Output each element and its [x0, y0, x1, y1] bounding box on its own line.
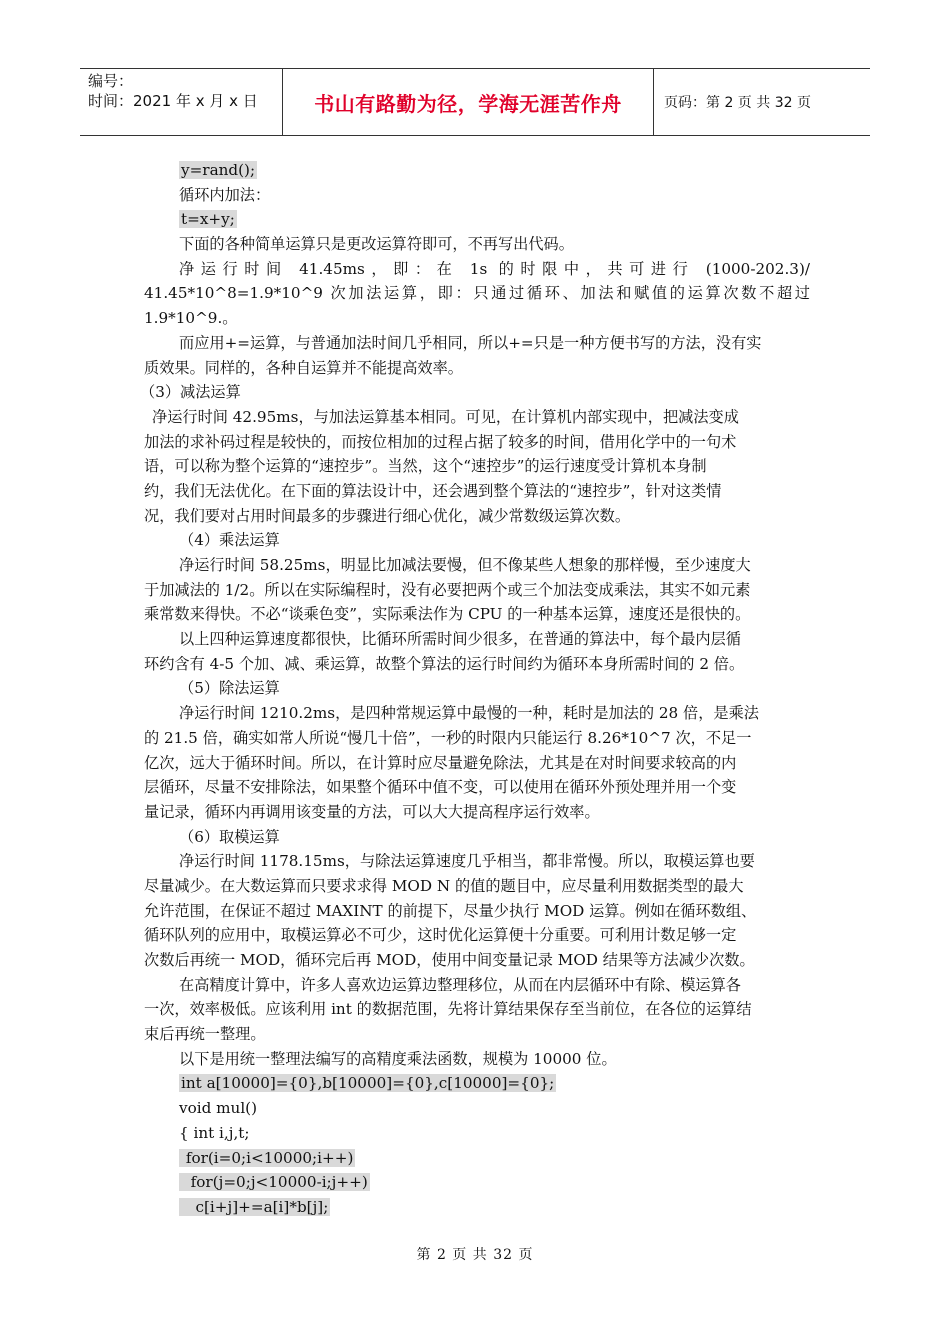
header-meta — [80, 69, 282, 135]
code-line: y=rand(); — [181, 161, 256, 179]
code-line: { int i,j,t; — [179, 1123, 250, 1142]
section-heading: （5）除法运算 — [179, 679, 280, 698]
text-line: 而应用+=运算，与普通加法时间几乎相同，所以+=只是一种方便书写的方法，没有实 — [179, 333, 762, 352]
section-heading: （3）减法运算 — [140, 383, 241, 402]
text-line: 乘常数来得快。不必“谈乘色变”，实际乘法作为 CPU 的一种基本运算，速度还是很快的。 — [144, 605, 751, 624]
text-line: 允许范围，在保证不超过 MAXINT 的前提下，尽量少执行 MOD 运算。例如在循环数组、 — [144, 901, 757, 920]
header-id-label: 编号： — [88, 72, 134, 90]
text-line: 加法的求补码过程是较快的，而按位相加的过程占据了较多的时间，借用化学中的一句术 — [144, 432, 737, 451]
text-line: 约，我们无法优化。在下面的算法设计中，还会遇到整个算法的“速控步”，针对这类情 — [144, 481, 722, 500]
text-line: 尽量减少。在大数运算而只要求求得 MOD N 的值的题目中，应尽量利用数据类型的最大 — [144, 876, 744, 895]
text-line: 以下是用统一整理法编写的高精度乘法函数，规模为 10000 位。 — [179, 1049, 617, 1068]
text-line: 净运行时间 1178.15ms，与除法运算速度几乎相当，都非常慢。所以，取模运算也要 — [179, 852, 755, 871]
text-line: 环约含有 4-5 个加、减、乘运算，故整个算法的运行时间约为循环本身所需时间的 2 倍。 — [144, 654, 745, 673]
header-motto-cell — [282, 69, 654, 135]
page-header — [80, 68, 870, 136]
page-footer: 第 2 页 共 32 页 — [416, 1247, 534, 1263]
text-line: 41.45*10^8=1.9*10^9 次加法运算，即：只通过循环、加法和赋值的运算次数不超过 — [144, 284, 810, 303]
text-line: 净运行时间 41.45ms，即：在 1s 的时限中，共可进行 (1000-202.3)/ — [179, 259, 810, 278]
code-line: for(j=0;j<10000-i;j++) — [181, 1173, 368, 1192]
code-line: t=x+y; — [181, 210, 235, 229]
text-line: 1.9*10^9.。 — [144, 309, 238, 328]
code-line: int a[10000]={0},b[10000]={0},c[10000]={0}; — [181, 1074, 555, 1093]
text-line: 语，可以称为整个运算的“速控步”。当然，这个“速控步”的运行速度受计算机本身制 — [144, 457, 707, 476]
text-line: 于加减法的 1/2。所以在实际编程时，没有必要把两个或三个加法变成乘法，其实不如元素 — [144, 580, 751, 599]
text-line: 循环队列的应用中，取模运算必不可少，这时优化运算便十分重要。可利用计数足够一定 — [144, 926, 737, 945]
code-line: for(i=0;i<10000;i++) — [181, 1148, 354, 1167]
text-line: 质效果。同样的，各种自运算并不能提高效率。 — [144, 358, 463, 377]
text-line: 净运行时间 58.25ms，明显比加减法要慢，但不像某些人想象的那样慢，至少速度大 — [179, 556, 751, 574]
text-line: 次数后再统一 MOD，循环完后再 MOD，使用中间变量记录 MOD 结果等方法减少次数。 — [144, 951, 755, 969]
text-line: 净运行时间 42.95ms，与加法运算基本相同。可见，在计算机内部实现中，把减法变成 — [152, 407, 739, 426]
text-line: 一次，效率极低。应该利用 int 的数据范围，先将计算结果保存至当前位，在各位的运算结 — [144, 1000, 752, 1019]
header-page-info: 页码：第 2 页 共 32 页 — [664, 95, 811, 111]
text-line: 在高精度计算中，许多人喜欢边运算边整理移位，从而在内层循环中有除、模运算各 — [179, 975, 741, 994]
text-line: 亿次，远大于循环时间。所以，在计算时应尽量避免除法，尤其是在对时间要求较高的内 — [144, 753, 737, 772]
header-motto: 书山有路勤为径，学海无涯苦作舟 — [314, 91, 622, 116]
text-line: 以上四种运算速度都很快，比循环所需时间少很多，在普通的算法中，每个最内层循 — [179, 630, 741, 649]
text-line: 层循环，尽量不安排除法，如果整个循环中值不变，可以使用在循环外预处理并用一个变 — [144, 778, 737, 797]
section-heading: （6）取模运算 — [179, 827, 280, 846]
text-line: 量记录，循环内再调用该变量的方法，可以大大提高程序运行效率。 — [144, 802, 600, 821]
document-body — [140, 158, 810, 1220]
text-line: 循环内加法： — [179, 185, 271, 204]
header-date-label: 时间：2021 年 x 月 x 日 — [88, 92, 258, 110]
text-line: 束后再统一整理。 — [144, 1025, 266, 1044]
text-line: 下面的各种简单运算只是更改运算符即可，不再写出代码。 — [179, 235, 574, 254]
code-line: void mul() — [179, 1099, 258, 1118]
code-line: c[i+j]+=a[i]*b[j]; — [181, 1197, 329, 1216]
text-line: 净运行时间 1210.2ms，是四种常规运算中最慢的一种，耗时是加法的 28 倍，是乘法 — [179, 704, 759, 723]
text-line: 况，我们要对占用时间最多的步骤进行细心优化，减少常数级运算次数。 — [144, 506, 630, 525]
section-heading: （4）乘法运算 — [179, 531, 280, 550]
text-line: 的 21.5 倍，确实如常人所说“慢几十倍”，一秒的时限内只能运行 8.26*10^7 次，不足一 — [144, 728, 752, 747]
